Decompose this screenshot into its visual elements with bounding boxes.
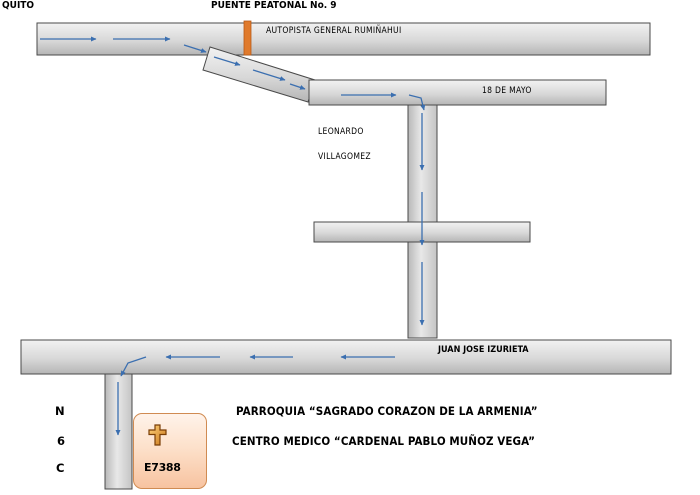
landmark-marker <box>133 413 207 489</box>
label-leonardo: LEONARDO <box>318 127 364 137</box>
label-villagomez: VILLAGOMEZ <box>318 152 371 162</box>
legend-key-n: N <box>55 404 65 418</box>
label-quito: QUITO <box>2 0 35 11</box>
label-18-de-mayo: 18 DE MAYO <box>482 86 532 96</box>
legend-text-parroquia: PARROQUIA “SAGRADO CORAZON DE LA ARMENIA” <box>236 404 538 418</box>
legend-text-centro-medico: CENTRO MEDICO “CARDENAL PABLO MUÑOZ VEGA” <box>232 434 536 448</box>
pedestrian-bridge <box>244 21 251 55</box>
cross-icon <box>146 423 170 447</box>
label-puente-peatonal: PUENTE PEATONAL No. 9 <box>211 0 337 11</box>
road-18-de-mayo <box>309 80 606 105</box>
label-juan-jose-izurieta: JUAN JOSE IZURIETA <box>438 345 529 355</box>
legend-key-c: C <box>56 461 65 475</box>
landmark-code: E7388 <box>144 461 181 474</box>
label-autopista: AUTOPISTA GENERAL RUMIÑAHUI <box>266 26 402 36</box>
legend-key-6: 6 <box>57 434 66 448</box>
